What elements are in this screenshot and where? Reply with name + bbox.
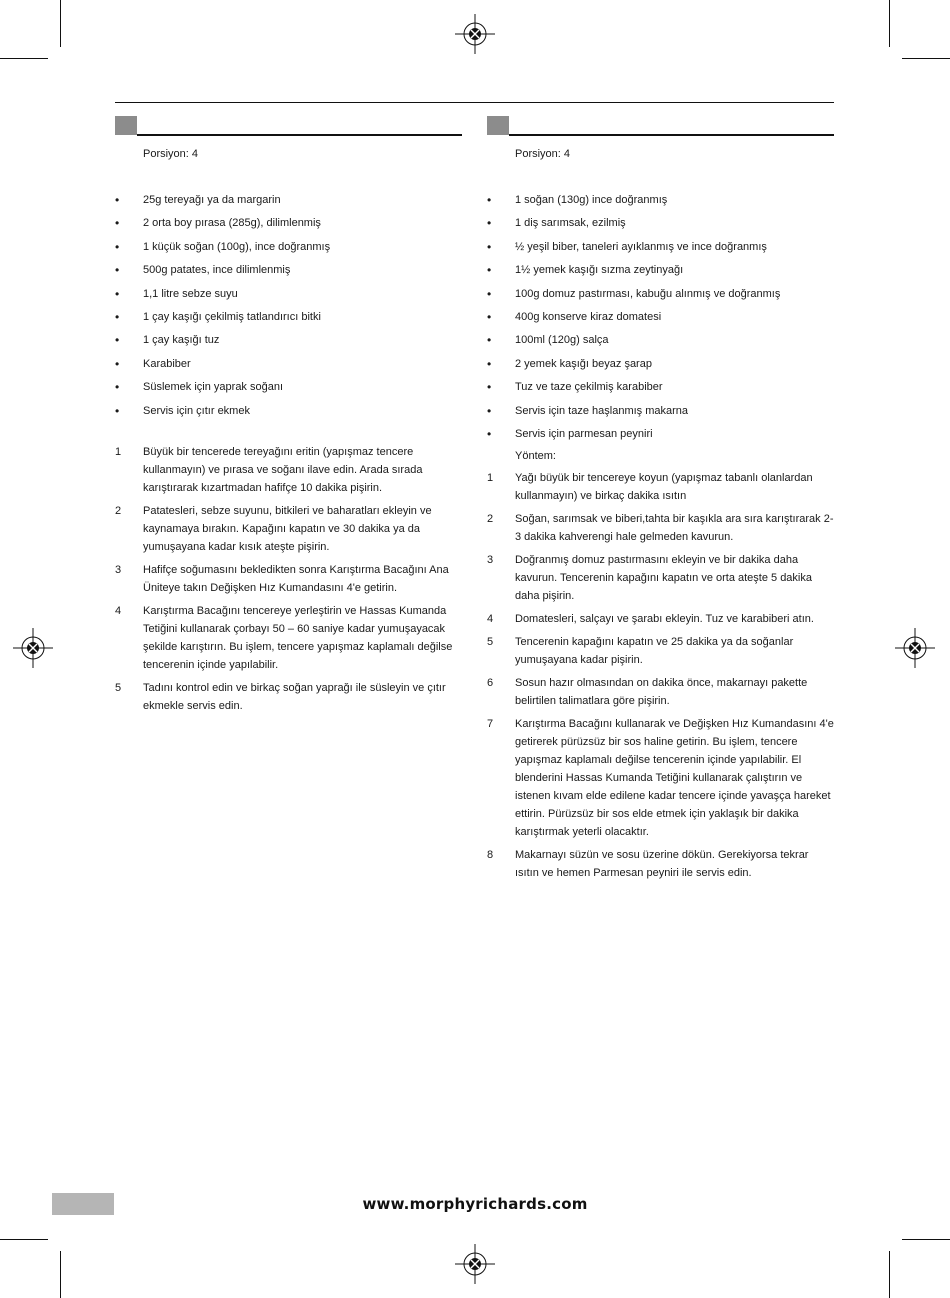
- section-rule: [137, 134, 462, 136]
- step-item: [487, 510, 834, 546]
- ingredient-text: 400g konserve kiraz domatesi: [515, 310, 662, 323]
- left-column-header: [115, 116, 462, 136]
- crop-mark: [60, 0, 61, 47]
- step-number: 3: [487, 554, 494, 567]
- ingredient-text: Servis için parmesan peyniri: [515, 427, 653, 440]
- bullet-icon: •: [115, 193, 120, 207]
- ingredient-item: [115, 240, 462, 254]
- crop-mark: [889, 0, 890, 47]
- ingredient-text: 100ml (120g) salça: [515, 334, 609, 347]
- steps-list: [115, 443, 462, 715]
- step-text: Büyük bir tencerede tereyağını eritin (yapışmaz tencere kullanmayın) ve pırasa ve soğanı ilave edin. Arada sırada karıştırarak kızartmadan hafifçe 10 dakika pişirin.: [143, 445, 423, 494]
- ingredient-text: 1,1 litre sebze suyu: [143, 287, 238, 300]
- step-number: 3: [115, 563, 122, 576]
- ingredient-text: 2 orta boy pırasa (285g), dilimlenmiş: [143, 217, 321, 230]
- step-number: 7: [487, 718, 494, 731]
- step-item: [115, 602, 462, 674]
- section-rule: [509, 134, 834, 136]
- registration-mark-icon: [13, 628, 53, 668]
- bullet-icon: •: [487, 333, 492, 348]
- step-number: 6: [487, 677, 494, 690]
- bullet-icon: •: [487, 239, 492, 254]
- ingredient-item: [487, 216, 834, 230]
- ingredient-text: Tuz ve taze çekilmiş karabiber: [515, 381, 663, 394]
- step-item: [487, 674, 834, 710]
- crop-mark: [0, 1239, 48, 1240]
- step-item: [115, 679, 462, 715]
- servings-label: Porsiyon: 4: [143, 148, 199, 160]
- ingredient-item: [115, 263, 462, 277]
- ingredient-item: [115, 357, 462, 371]
- bullet-icon: •: [487, 193, 492, 207]
- step-text: Doğranmış domuz pastırmasını ekleyin ve bir dakika daha kavurun. Tencerenin kapağını kapatın ve orta ateşte 5 dakika daha pişirin.: [515, 554, 812, 603]
- ingredient-text: 25g tereyağı ya da margarin: [143, 194, 281, 206]
- bullet-icon: •: [487, 403, 492, 418]
- bullet-icon: •: [115, 309, 120, 324]
- bullet-icon: •: [487, 263, 492, 278]
- ingredient-item: [115, 404, 462, 418]
- step-text: Tadını kontrol edin ve birkaç soğan yaprağı ile süsleyin ve çıtır ekmekle servis edin.: [143, 681, 446, 712]
- registration-mark-icon: [455, 14, 495, 54]
- step-item: [487, 551, 834, 605]
- right-column-header: [487, 116, 834, 136]
- step-text: Karıştırma Bacağını tencereye yerleştirin ve Hassas Kumanda Tetiğini kullanarak çorbayı 50 – 60 saniye kadar yumuşayacak şekilde karıştırın. Bu işlem, tencere yapışmaz kaplamalı değilse tencerenin içinde yapılabilir.: [143, 604, 453, 671]
- ingredient-text: 1 çay kaşığı tuz: [143, 334, 220, 347]
- ingredient-text: Süslemek için yaprak soğanı: [143, 381, 284, 394]
- website-url: www.morphyrichards.com: [362, 1195, 588, 1213]
- ingredient-item: [487, 357, 834, 371]
- bullet-icon: •: [487, 309, 492, 324]
- registration-mark-icon: [895, 628, 935, 668]
- step-number: 2: [115, 504, 122, 517]
- registration-mark-icon: [455, 1244, 495, 1284]
- ingredient-text: 1½ yemek kaşığı sızma zeytinyağı: [515, 264, 684, 277]
- step-item: [487, 846, 834, 882]
- bullet-icon: •: [115, 403, 120, 418]
- step-text: Yağı büyük bir tencereye koyun (yapışmaz tabanlı olanlardan kullanmayın) ve birkaç dakika ısıtın: [515, 472, 813, 503]
- header-rule: [115, 102, 834, 103]
- bullet-icon: •: [115, 356, 120, 371]
- ingredient-text: 500g patates, ince dilimlenmiş: [143, 264, 291, 277]
- bullet-icon: •: [115, 333, 120, 348]
- bullet-icon: •: [487, 356, 492, 371]
- ingredient-text: Karabiber: [143, 357, 191, 370]
- bullet-icon: •: [487, 216, 492, 231]
- bullet-icon: •: [115, 286, 120, 301]
- step-item: [487, 610, 834, 628]
- ingredient-item: [487, 380, 834, 394]
- ingredient-item: [487, 287, 834, 301]
- ingredient-item: [115, 380, 462, 394]
- step-number: 4: [115, 604, 122, 617]
- step-number: 1: [115, 445, 122, 458]
- step-text: Hafifçe soğumasını bekledikten sonra Karıştırma Bacağını Ana Üniteye takın Değişken Hız Kumandasını 4'e getirin.: [143, 563, 449, 594]
- ingredient-item: [487, 427, 834, 441]
- ingredient-item: [115, 216, 462, 230]
- ingredient-text: 100g domuz pastırması, kabuğu alınmış ve doğranmış: [515, 287, 781, 300]
- bullet-icon: •: [487, 380, 492, 395]
- step-item: [115, 561, 462, 597]
- method-label: Yöntem:: [515, 450, 556, 463]
- ingredient-text: 1 soğan (130g) ince doğranmış: [515, 194, 668, 206]
- step-text: Sosun hazır olmasından on dakika önce, makarnayı pakette belirtilen talimatlara göre pişirin.: [515, 677, 808, 708]
- step-text: Patatesleri, sebze suyunu, bitkileri ve baharatları ekleyin ve kaynamaya bırakın. Kapağını kapatın ve 30 dakika ya da yumuşayana kadar kısık ateşte pişirin.: [143, 504, 432, 553]
- step-item: [487, 633, 834, 669]
- ingredient-item: [487, 263, 834, 277]
- bullet-icon: •: [115, 239, 120, 254]
- bullet-icon: •: [487, 426, 492, 441]
- step-text: Karıştırma Bacağını kullanarak ve Değişken Hız Kumandasını 4'e getirerek pürüzsüz bir sos haline getirin. Bu işlem, tencere yapışmaz kaplamalı değilse tencerenin içinde yapılabilir. El blenderini Hassas Kumanda Tetiğini kullanarak çalıştırın ve istenen kıvam elde edilene kadar tencere içinde yavaşça hareket ettirin. Pürüzsüz bir sos elde etmek için yaklaşık bir dakika karıştırmak yeterli olacaktır.: [515, 718, 834, 839]
- crop-mark: [902, 1239, 950, 1240]
- crop-mark: [0, 58, 48, 59]
- left-recipe-column: [115, 116, 462, 720]
- step-number: 8: [487, 849, 494, 862]
- ingredient-text: ½ yeşil biber, taneleri ayıklanmış ve ince doğranmış: [515, 240, 767, 253]
- bullet-icon: •: [115, 263, 120, 278]
- crop-mark: [889, 1251, 890, 1298]
- ingredient-text: 1 çay kaşığı çekilmiş tatlandırıcı bitki: [143, 310, 321, 323]
- ingredient-item: [487, 240, 834, 254]
- steps-list: [487, 469, 834, 882]
- step-text: Domatesleri, salçayı ve şarabı ekleyin. Tuz ve karabiberi atın.: [515, 613, 814, 626]
- step-number: 4: [487, 613, 494, 626]
- ingredient-item: [487, 193, 834, 207]
- section-marker: [115, 116, 137, 135]
- ingredient-item: [115, 287, 462, 301]
- step-item: [115, 443, 462, 497]
- bullet-icon: •: [115, 216, 120, 231]
- ingredient-text: 2 yemek kaşığı beyaz şarap: [515, 357, 652, 370]
- ingredient-item: [487, 404, 834, 418]
- ingredient-item: [115, 310, 462, 324]
- bullet-icon: •: [115, 380, 120, 395]
- ingredients-list: [115, 193, 462, 418]
- step-number: 1: [487, 472, 494, 485]
- bullet-icon: •: [487, 286, 492, 301]
- ingredient-text: Servis için taze haşlanmış makarna: [515, 404, 689, 417]
- section-marker: [487, 116, 509, 135]
- step-number: 5: [115, 681, 122, 694]
- step-item: [115, 502, 462, 556]
- crop-mark: [902, 58, 950, 59]
- crop-mark: [60, 1251, 61, 1298]
- ingredients-list: [487, 193, 834, 441]
- ingredient-text: 1 küçük soğan (100g), ince doğranmış: [143, 240, 331, 253]
- ingredient-item: [115, 333, 462, 347]
- step-number: 5: [487, 636, 494, 649]
- servings-label: Porsiyon: 4: [515, 148, 571, 160]
- ingredient-text: 1 diş sarımsak, ezilmiş: [515, 217, 626, 230]
- ingredient-item: [115, 193, 462, 207]
- ingredient-item: [487, 333, 834, 347]
- step-number: 2: [487, 513, 494, 526]
- step-text: Tencerenin kapağını kapatın ve 25 dakika ya da soğanlar yumuşayana kadar pişirin.: [515, 636, 794, 667]
- step-text: Soğan, sarımsak ve biberi,tahta bir kaşıkla ara sıra karıştırarak 2-3 dakika kahverengi hale gelmeden kavurun.: [515, 513, 834, 544]
- step-item: [487, 469, 834, 505]
- ingredient-text: Servis için çıtır ekmek: [143, 404, 250, 417]
- ingredient-item: [487, 310, 834, 324]
- step-item: [487, 715, 834, 841]
- right-recipe-column: [487, 116, 834, 887]
- step-text: Makarnayı süzün ve sosu üzerine dökün. Gerekiyorsa tekrar ısıtın ve hemen Parmesan peyniri ile servis edin.: [515, 849, 809, 880]
